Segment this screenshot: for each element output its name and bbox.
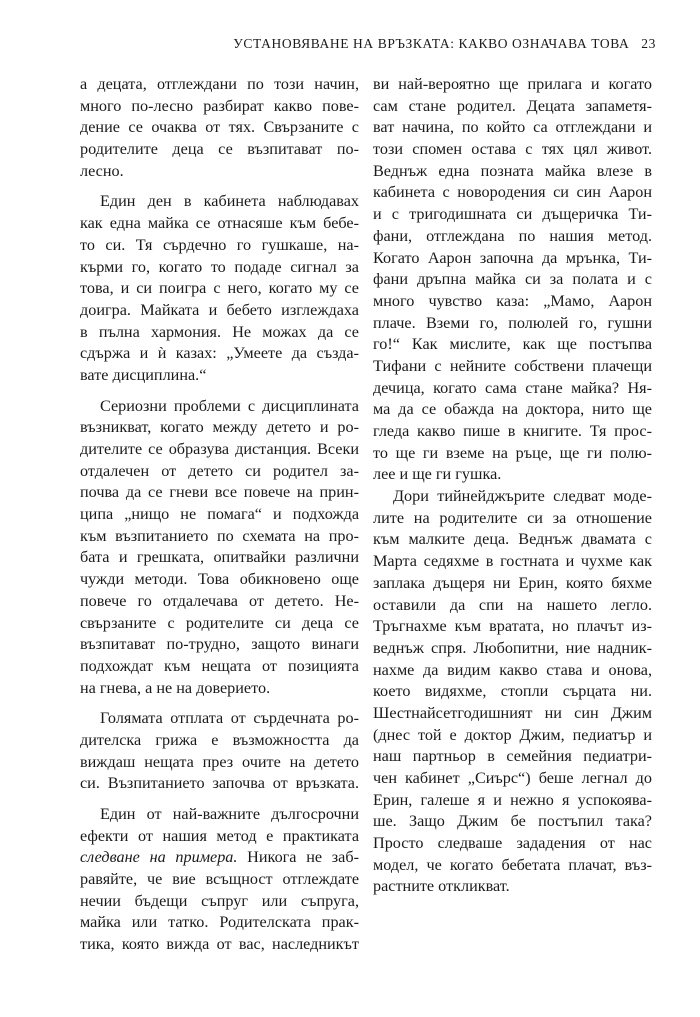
paragraph-gap — [80, 387, 359, 396]
text-line: кърми го, когато то подаде сигнал за — [80, 257, 359, 276]
text-line: Тифани с нейните собствени плачещи — [373, 356, 652, 375]
chapter-title: УСТАНОВЯВАНЕ НА ВРЪЗКАТА: КАКВО ОЗНАЧАВА ТОВА — [233, 36, 630, 51]
text-line: свързаните с родителите си деца се — [80, 613, 359, 632]
text-line: си. Възпитанието започва от връзката. — [80, 774, 359, 793]
text-line: Шестнайсетгодишният ни син Джим — [373, 703, 652, 722]
text-line: сам стане родител. Децата запаметя- — [373, 96, 652, 115]
text-line: към възпитанието по схемата на про- — [80, 526, 359, 545]
text-line: лите на родителите си за отношение — [373, 508, 652, 527]
text-line: в пълна хармония. Не можах да се — [80, 322, 359, 341]
text-line: чужди методи. Това обикновено още — [80, 570, 359, 589]
text-line: много чувство каза: „Мамо, Аарон — [373, 291, 652, 310]
text-line: лесно. — [80, 161, 124, 180]
text-line: този спомен остава с тях цял живот. — [373, 140, 652, 159]
text-line: а децата, отглеждани по този начин, — [80, 75, 359, 93]
text-line: кабинета с новородения си син Аарон — [373, 183, 652, 202]
text-line: оставили да спи на нашето легло. — [373, 595, 652, 614]
page-number: 23 — [641, 36, 656, 51]
text-line: на гнева, а не на доверието. — [80, 678, 271, 697]
text-line: плаче. Вземи го, полюлей го, гушни — [373, 313, 652, 332]
text-line: равяйте, че вие всъщност отглеждате — [80, 870, 359, 889]
text-line: растните откликват. — [373, 877, 510, 896]
text-line: тика, която вижда от вас, наследникът — [80, 935, 359, 954]
text-line: което видяхме, стопли сърцата ни. — [373, 682, 652, 701]
text-line: дение се очаква от тях. Свързаните с — [80, 118, 359, 137]
text-line: Веднъж една позната майка влезе в — [373, 161, 652, 180]
text-line: това, и си поигра с него, когато му се — [80, 279, 359, 298]
left-text-column — [80, 74, 359, 956]
text-line: повече го отдалечава от детето. Не- — [80, 591, 359, 610]
text-line: към малките деца. Веднъж двамата с — [373, 530, 652, 549]
text-line: наш партньор в семейния педиатри- — [373, 747, 652, 766]
text-line: дителска грижа е възможността да — [80, 730, 359, 749]
text-line: Един ден в кабинета наблюдавах — [100, 192, 359, 211]
text-line: отдалечен от детето си родител за- — [80, 461, 359, 480]
text-line: Тръгнахме към вратата, но плачът из- — [373, 617, 652, 636]
text-line: Сериозни проблеми с дисциплината — [100, 396, 359, 415]
text-line: почва да се гневи все повече на прин- — [80, 483, 359, 502]
text-line: Дори тийнейджърите следват моде- — [393, 487, 652, 506]
text-line: нахме да видим какво става и онова, — [373, 660, 652, 679]
text-line: то си. Тя сърдечно го гушкаше, на- — [80, 235, 359, 254]
text-line: ципа „нищо не помага“ и подхожда — [80, 505, 359, 524]
text-line: дителите се образува дистанция. Всеки — [80, 440, 359, 458]
text-line: възпитават по-трудно, защото винаги — [80, 635, 359, 654]
right-text-column — [373, 74, 652, 898]
text-line: ефекти от нашия метод е практиката — [80, 826, 359, 845]
paragraph-gap — [80, 795, 359, 804]
text-line: как една майка се отнасяше към бебе- — [80, 214, 359, 233]
text-line: доигра. Майката и бебето изглеждаха — [80, 300, 359, 319]
text-line: лее и ще ги гушка. — [373, 465, 502, 484]
text-line: Когато Аарон започна да мрънка, Ти- — [373, 248, 652, 267]
text-line: родителите деца се възпитават по- — [80, 140, 359, 159]
text-line: възникват, когато между детето и ро- — [80, 418, 359, 437]
text-line: вате дисциплина.“ — [80, 365, 207, 384]
paragraph-gap — [80, 182, 359, 191]
text-line: дечица, когато сама стане майка? Ня- — [373, 378, 652, 397]
text-line: Един от най-важните дългосрочни — [100, 805, 359, 823]
text-line: следване на примера. Никога не заб- — [80, 848, 359, 867]
text-line: сдържа и ѝ казах: „Умеете да създа- — [80, 344, 359, 363]
text-line: виждаш нещата през очите на детето — [80, 752, 359, 771]
text-line: гледа какво пише в книгите. Тя прос- — [373, 422, 652, 440]
running-head — [233, 36, 656, 52]
text-line: заплака дъщеря ни Ерин, която бяхме — [373, 573, 652, 592]
text-line: Голямата отплата от сърдечната ро- — [100, 709, 359, 728]
text-line: подхождат към нещата от позицията — [80, 656, 359, 675]
text-line: ма да се обажда на доктора, нито ще — [373, 400, 652, 419]
text-line: фани, отглеждана по нашия метод. — [373, 226, 652, 245]
paragraph-gap — [80, 699, 359, 708]
text-line: ват начина, по който са отглеждани и — [373, 118, 652, 137]
text-line: го!“ Как мислите, как ще постъпва — [373, 335, 652, 354]
text-line: ви най-вероятно ще прилага и когато — [373, 75, 652, 93]
text-line: (днес той е доктор Джим, педиатър и — [373, 725, 652, 744]
text-line: фани дръпна майка си за полата и с — [373, 270, 652, 289]
text-line: ше. Защо Джим бе постъпил така? — [373, 812, 652, 831]
text-line: много по-лесно разбират какво пове- — [80, 96, 359, 115]
text-line: нечии бъдещи съпруг или съпруга, — [80, 891, 359, 910]
text-line: Марта седяхме в гостната и чухме как — [373, 552, 652, 571]
text-line: веднъж спря. Любопитни, ние надник- — [373, 638, 652, 657]
text-line: то ще ги вземе на ръце, ще ги полю- — [373, 443, 652, 462]
text-line: Ерин, галеше я и нежно я успокоява- — [373, 790, 652, 809]
text-line: бата и грешката, опитвайки различни — [80, 548, 359, 567]
text-line: и с тригодишната си дъщеричка Ти- — [373, 205, 652, 224]
text-line: чен кабинет „Сиърс“) беше легнал до — [373, 769, 652, 787]
text-line: майка или татко. Родителската прак- — [80, 913, 359, 932]
text-line: Просто следваше зададения от нас — [373, 834, 652, 853]
text-line: модел, че когато бебетата плачат, въз- — [373, 855, 652, 874]
